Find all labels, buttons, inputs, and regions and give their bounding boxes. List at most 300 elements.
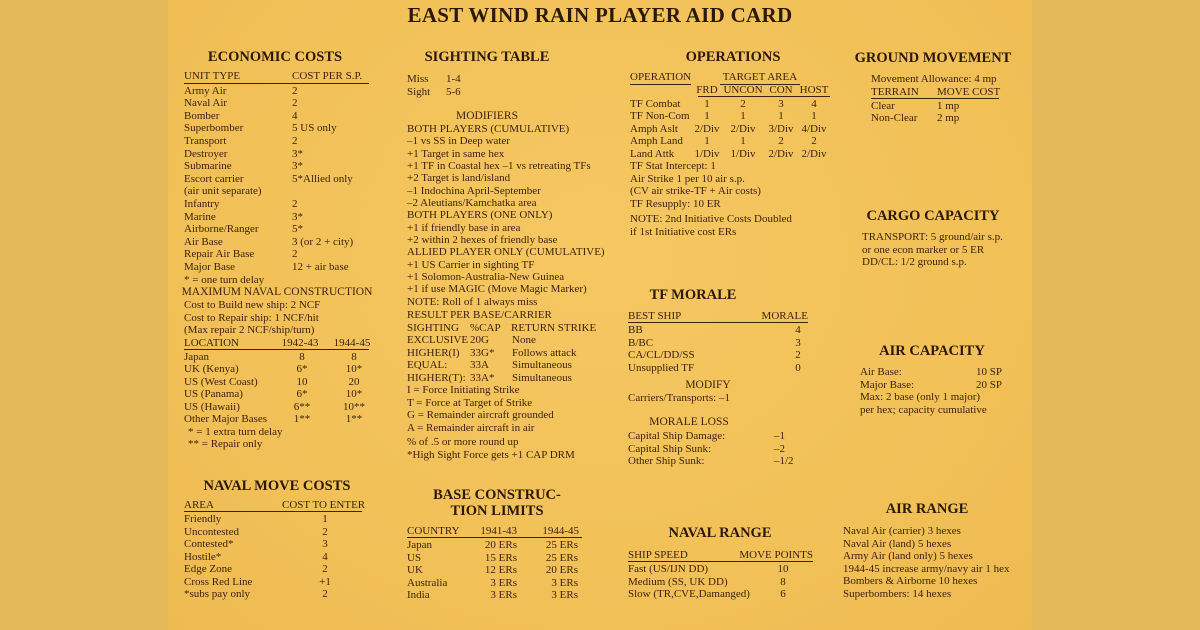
table-row: [184, 576, 362, 589]
modifiers-heading: MODIFIERS: [456, 110, 518, 122]
cell: +1 TF in Coastal hex –1 vs retreating TFs: [407, 160, 591, 173]
cell: 6: [780, 588, 786, 600]
cell: Other Major Bases: [184, 413, 268, 425]
cell: 3: [778, 97, 784, 110]
cell: UK (Kenya): [184, 363, 239, 375]
cell: +1 if use MAGIC (Move Magic Marker): [407, 283, 587, 296]
economic-costs-table: [184, 70, 369, 286]
table-row: [184, 122, 369, 135]
cargo-capacity-heading: CARGO CAPACITY: [866, 208, 1000, 224]
row-group: [630, 71, 830, 84]
cell: HIGHER(I): [407, 346, 460, 359]
table-row: [628, 588, 813, 601]
cell: Repair Air Base: [184, 248, 255, 261]
row-group: [871, 100, 999, 125]
cell: CON: [769, 83, 793, 96]
cell: 10 SP: [976, 366, 1002, 378]
cell: 3 ERs: [551, 589, 578, 601]
cell: Uncontested: [184, 525, 239, 538]
cell: 6*: [296, 363, 308, 375]
cell: 3: [322, 538, 328, 550]
cell: *High Sight Force gets +1 CAP DRM: [407, 448, 575, 461]
cell: RETURN STRIKE: [511, 321, 597, 334]
cell: 10*: [345, 363, 363, 375]
sighting-table-heading: SIGHTING TABLE: [424, 49, 550, 65]
row-group: [407, 539, 582, 602]
cell: 3/Div: [768, 122, 794, 135]
cell: 15 ERs: [484, 551, 517, 564]
row-group: [630, 160, 830, 210]
cell: 20 SP: [976, 378, 1002, 391]
cell: 33A*: [470, 371, 495, 384]
cell: MOVE POINTS: [739, 549, 813, 561]
table-row: [407, 552, 582, 565]
cell: 1/Div: [694, 147, 720, 160]
cell: 2/Div: [801, 147, 827, 160]
cell: TF Combat: [630, 97, 681, 110]
header-row: [184, 337, 369, 350]
table-row: [184, 261, 369, 274]
row-group: [184, 513, 362, 601]
cell: 2: [292, 197, 298, 210]
cell: 10**: [343, 400, 365, 413]
table-row: [630, 110, 830, 123]
cell: Army Air (land only) 5 hexes: [843, 550, 973, 562]
table-row: [184, 198, 369, 211]
cell: Superbombers: 14 hexes: [843, 587, 952, 600]
cell: %CAP: [470, 321, 501, 334]
cell: Naval Air (carrier) 3 hexes: [843, 525, 961, 537]
cell: *subs pay only: [184, 588, 250, 600]
cell: I = Force Initiating Strike: [407, 384, 520, 396]
table-row: [184, 223, 369, 236]
cell: COST PER S.P.: [292, 70, 363, 82]
cell: 3 (or 2 + city): [292, 235, 354, 248]
table-header: [184, 337, 369, 350]
cell: +1 Target in same hex: [407, 147, 505, 160]
cell: +1 Solomon-Australia-New Guinea: [407, 271, 565, 284]
table-row: [407, 577, 582, 590]
cell: B/BC: [628, 336, 654, 349]
tf-morale-heading: TF MORALE: [649, 287, 737, 303]
table-row: [184, 236, 369, 249]
table-row: [628, 337, 808, 350]
cell: Infantry: [184, 197, 220, 210]
table-row: [184, 438, 369, 451]
cell: Submarine: [184, 160, 232, 173]
table-row: [184, 538, 362, 551]
table-row: [628, 563, 813, 576]
cell: 2 mp: [937, 112, 960, 124]
cell: 5*Allied only: [292, 172, 353, 185]
cell: 20 ERs: [545, 564, 578, 576]
row-group: [630, 98, 830, 161]
cell: 3 ERs: [490, 589, 517, 601]
table-row: [871, 100, 999, 113]
cell: 25 ERs: [545, 539, 578, 551]
table-row: [184, 211, 369, 224]
cell: * = 1 extra turn delay: [188, 425, 283, 438]
cell: EQUAL:: [407, 359, 448, 371]
cell: Superbomber: [184, 122, 244, 135]
table-header: [628, 310, 808, 323]
table-row: [630, 160, 830, 173]
cell: Air Base:: [860, 366, 902, 378]
morale-loss-heading: MORALE LOSS: [649, 416, 729, 428]
cell: 4: [322, 550, 328, 563]
cell: 4: [292, 109, 298, 122]
cell: 20 ERs: [484, 539, 517, 551]
cell: MORALE: [761, 310, 808, 322]
table-row: [628, 576, 813, 589]
cell: 4: [795, 324, 801, 336]
table-row: [628, 324, 808, 337]
cell: –1 vs SS in Deep water: [407, 135, 510, 148]
ground-movement-table: [871, 73, 999, 125]
cell: 4/Div: [801, 122, 827, 135]
cell: % of .5 or more round up: [407, 436, 519, 448]
cell: Simultaneous: [512, 359, 572, 371]
cell: US (West Coast): [184, 375, 258, 388]
cell: Miss: [407, 73, 429, 85]
cell: 5*: [292, 223, 303, 236]
cell: BB: [628, 324, 643, 336]
table-header: [407, 525, 582, 538]
cell: G = Remainder aircraft grounded: [407, 409, 554, 421]
cell: 10*: [345, 388, 363, 400]
table-row: [184, 160, 369, 173]
table-row: [630, 198, 830, 211]
cell: 1: [740, 110, 746, 122]
cell: Cost to Repair ship: 1 NCF/hit: [184, 311, 319, 324]
cell: 8: [780, 575, 786, 588]
cell: +1 if friendly base in area: [407, 221, 521, 234]
cell: 1: [704, 135, 710, 147]
table-row: [871, 112, 999, 125]
cell: 1: [778, 110, 784, 122]
row-group: [184, 351, 369, 426]
cell: 2: [292, 84, 298, 97]
row-group: [871, 73, 999, 86]
cell: CA/CL/DD/SS: [628, 349, 695, 361]
table-row: [630, 226, 830, 239]
cell: 2/Div: [694, 122, 720, 135]
cell: Fast (US/IJN DD): [628, 563, 709, 575]
cell: 10: [777, 563, 789, 575]
table-row: [184, 551, 362, 564]
cell: 2: [778, 135, 784, 147]
header-row: [407, 525, 582, 538]
table-row: [184, 351, 369, 364]
table-row: [184, 426, 369, 439]
cell: 1944-45 increase army/navy air 1 hex: [843, 562, 1010, 575]
cell: Other Ship Sunk:: [628, 455, 705, 467]
cell: 12 + air base: [292, 260, 349, 273]
base-construction-heading: [377, 487, 617, 519]
cell: Movement Allowance: 4 mp: [871, 73, 997, 85]
cell: Bombers & Airborne 10 hexes: [843, 575, 978, 587]
cell: None: [512, 334, 536, 346]
cell: Army Air: [184, 84, 227, 97]
cell: 5 US only: [292, 122, 337, 135]
cell: if 1st Initiative cost ERs: [630, 225, 737, 238]
table-row: [630, 213, 830, 226]
table-row: [184, 324, 369, 337]
card-title: EAST WIND RAIN PLAYER AID CARD: [407, 3, 793, 27]
cell: 2: [322, 525, 328, 538]
cell: FRD: [696, 83, 718, 96]
cell: Airborne/Ranger: [184, 223, 259, 236]
table-header: [184, 70, 369, 84]
air-capacity-heading: AIR CAPACITY: [879, 343, 985, 359]
cell: 1944-45: [333, 336, 371, 349]
row-group: [630, 213, 830, 238]
operations-heading: OPERATIONS: [685, 49, 781, 65]
cell: 2: [322, 563, 328, 575]
heading-line-2: TION LIMITS: [450, 503, 544, 519]
cell: AREA: [184, 499, 214, 511]
cell: 1941-43: [480, 525, 517, 537]
table-row: [184, 363, 369, 376]
cell: 1**: [345, 413, 363, 425]
cell: BOTH PLAYERS (CUMULATIVE): [407, 123, 570, 135]
cell: Carriers/Transports: –1: [628, 392, 730, 404]
cell: Non-Clear: [871, 112, 918, 124]
cell: 5-6: [446, 85, 461, 98]
naval-range-heading: NAVAL RANGE: [668, 525, 772, 541]
cell: 2: [795, 349, 801, 361]
cell: COUNTRY: [407, 525, 460, 537]
table-row: [628, 349, 808, 362]
table-row: [630, 98, 830, 111]
cell: +2 Target is land/island: [407, 172, 511, 185]
cell: UNIT TYPE: [184, 70, 241, 82]
cell: 2: [292, 97, 298, 110]
cell: –1 Indochina April-September: [407, 184, 541, 197]
cell: +1: [319, 575, 331, 588]
header-row: [871, 86, 999, 99]
header-row: [184, 70, 369, 84]
cell: 2/Div: [730, 122, 756, 135]
cell: ** = Repair only: [188, 438, 263, 450]
cell: BEST SHIP: [628, 310, 682, 322]
cell: 2: [811, 135, 817, 147]
cell: 2/Div: [768, 147, 794, 160]
table-row: [628, 362, 808, 375]
naval-construction-table: [184, 299, 369, 451]
table-row: [407, 539, 582, 552]
cell: BOTH PLAYERS (ONE ONLY): [407, 209, 553, 222]
cell: HOST: [799, 83, 829, 96]
cell: Cost to Build new ship: 2 NCF: [184, 299, 321, 311]
result-heading: RESULT PER BASE/CARRIER: [407, 309, 552, 321]
cell: Hostile*: [184, 550, 222, 563]
cell: Medium (SS, UK DD): [628, 575, 728, 588]
table-row: [184, 588, 362, 601]
row-group: [628, 563, 813, 601]
cell: Marine: [184, 210, 216, 223]
naval-move-costs-heading: NAVAL MOVE COSTS: [203, 478, 351, 494]
header-row: [698, 84, 830, 97]
cell: 2: [292, 248, 298, 261]
cell: 33G*: [470, 346, 495, 359]
naval-move-costs-table: [184, 499, 366, 601]
cell: NOTE: Roll of 1 always miss: [407, 295, 538, 308]
table-row: [184, 110, 369, 123]
cell: 1: [811, 110, 817, 122]
table-row: [184, 376, 369, 389]
cell: 10: [296, 375, 308, 388]
cell: 20G: [470, 334, 489, 346]
cell: or one econ marker or 5 ER: [862, 243, 985, 256]
cell: 6*: [296, 388, 308, 400]
cell: TERRAIN: [871, 85, 919, 98]
cell: Sight: [407, 85, 431, 98]
cell: TRANSPORT: 5 ground/air s.p.: [862, 231, 1003, 243]
cell: 3*: [292, 160, 303, 173]
cell: 1 mp: [937, 99, 960, 112]
cell: TF Stat Intercept: 1: [630, 160, 716, 172]
cell: Friendly: [184, 513, 222, 525]
cell: SHIP SPEED: [628, 549, 688, 561]
cell: Capital Ship Sunk:: [628, 442, 712, 455]
cell: Capital Ship Damage:: [628, 430, 726, 442]
cell: Slow (TR,CVE,Damanged): [628, 588, 750, 600]
cell: US (Panama): [184, 388, 243, 400]
cell: –1/2: [774, 455, 794, 467]
cell: India: [407, 589, 430, 601]
cell: HIGHER(T):: [407, 371, 466, 384]
table-row: [184, 526, 362, 539]
table-row: [407, 564, 582, 577]
cell: Naval Air: [184, 97, 228, 110]
cell: 1942-43: [281, 336, 319, 349]
cell: Transport: [184, 134, 227, 147]
cell: +2 within 2 hexes of friendly base: [407, 234, 558, 247]
modify-heading: MODIFY: [685, 379, 731, 391]
cell: 1: [704, 110, 710, 122]
cell: ALLIED PLAYER ONLY (CUMULATIVE): [407, 246, 605, 259]
table-row: [630, 185, 830, 198]
cell: Japan: [407, 539, 433, 551]
cell: MOVE COST: [937, 85, 1001, 98]
cell: Follows attack: [512, 346, 577, 359]
table-row: [630, 173, 830, 186]
cell: Bomber: [184, 109, 220, 122]
table-row: [184, 135, 369, 148]
table-header: [184, 499, 366, 512]
cell: Japan: [184, 350, 210, 363]
cell: 2: [322, 588, 328, 600]
header-row: [628, 310, 808, 323]
base-construction-table: [407, 525, 582, 602]
cell: Escort carrier: [184, 172, 244, 185]
row-group: [184, 426, 369, 451]
cell: 1: [322, 513, 328, 525]
cell: 1944-45: [542, 525, 579, 537]
cell: 3: [795, 336, 801, 349]
cell: 8: [299, 350, 305, 363]
cell: Cross Red Line: [184, 575, 253, 588]
header-row: [184, 499, 366, 512]
cell: US: [407, 551, 422, 564]
cell: 3*: [292, 210, 303, 223]
cell: Major Base: [184, 260, 236, 273]
table-header: [630, 84, 830, 97]
cell: 3 ERs: [551, 576, 578, 589]
cell: 8: [351, 350, 357, 363]
tf-morale-table: [628, 310, 808, 374]
ground-movement-heading: GROUND MOVEMENT: [854, 50, 1012, 66]
cell: –2: [774, 442, 785, 455]
cell: Destroyer: [184, 147, 228, 160]
table-row: [630, 123, 830, 136]
table-row: [184, 185, 369, 198]
header-row: [628, 549, 813, 562]
table-header: [628, 549, 813, 562]
cell: OPERATION: [630, 71, 692, 83]
cell: 12 ERs: [484, 564, 517, 576]
naval-construction-heading: MAXIMUM NAVAL CONSTRUCTION: [181, 286, 373, 298]
cell: 1: [704, 97, 710, 110]
economic-costs-heading: ECONOMIC COSTS: [207, 49, 343, 65]
cell: 33A: [470, 359, 489, 371]
cell: 25 ERs: [545, 551, 578, 564]
cell: LOCATION: [184, 336, 239, 349]
cell: 3*: [292, 147, 303, 160]
cell: (air unit separate): [184, 185, 262, 198]
cell: UNCON: [723, 83, 763, 96]
table-row: [184, 299, 369, 312]
row-group: [628, 324, 808, 374]
cell: 1: [740, 135, 746, 147]
cell: 0: [795, 361, 801, 374]
cell: Australia: [407, 576, 448, 589]
cell: Naval Air (land) 5 hexes: [843, 537, 952, 550]
cell: (CV air strike-TF + Air costs): [630, 185, 761, 197]
air-range-heading: AIR RANGE: [885, 501, 969, 517]
cell: –2 Aleutians/Kamchatka area: [407, 197, 537, 210]
table-row: [184, 85, 369, 98]
cell: Contested*: [184, 538, 234, 550]
table-row: [184, 513, 362, 526]
cell: SIGHTING: [407, 321, 459, 334]
cell: T = Force at Target of Strike: [407, 396, 533, 409]
table-row: [630, 71, 830, 84]
cell: 1**: [293, 413, 311, 425]
cell: 1/Div: [730, 147, 756, 160]
cell: 1-4: [446, 73, 461, 85]
operations-table: [630, 71, 830, 238]
heading-line-1: BASE CONSTRUC-: [433, 487, 561, 503]
cell: per hex; capacity cumulative: [860, 403, 987, 416]
table-row: [630, 135, 830, 148]
cell: 3 ERs: [490, 576, 517, 589]
cell: –1: [774, 430, 785, 442]
cell: Simultaneous: [512, 371, 572, 384]
cell: EXCLUSIVE: [407, 334, 469, 346]
table-row: [184, 97, 369, 110]
table-row: [184, 148, 369, 161]
cell: 4: [811, 97, 817, 110]
cell: 20: [348, 375, 360, 388]
cell: Air Strike 1 per 10 air s.p.: [630, 172, 745, 185]
table-row: [871, 73, 999, 86]
table-row: [184, 388, 369, 401]
cell: Clear: [871, 99, 895, 112]
cell: 2: [740, 97, 746, 110]
cell: 2: [292, 134, 298, 147]
